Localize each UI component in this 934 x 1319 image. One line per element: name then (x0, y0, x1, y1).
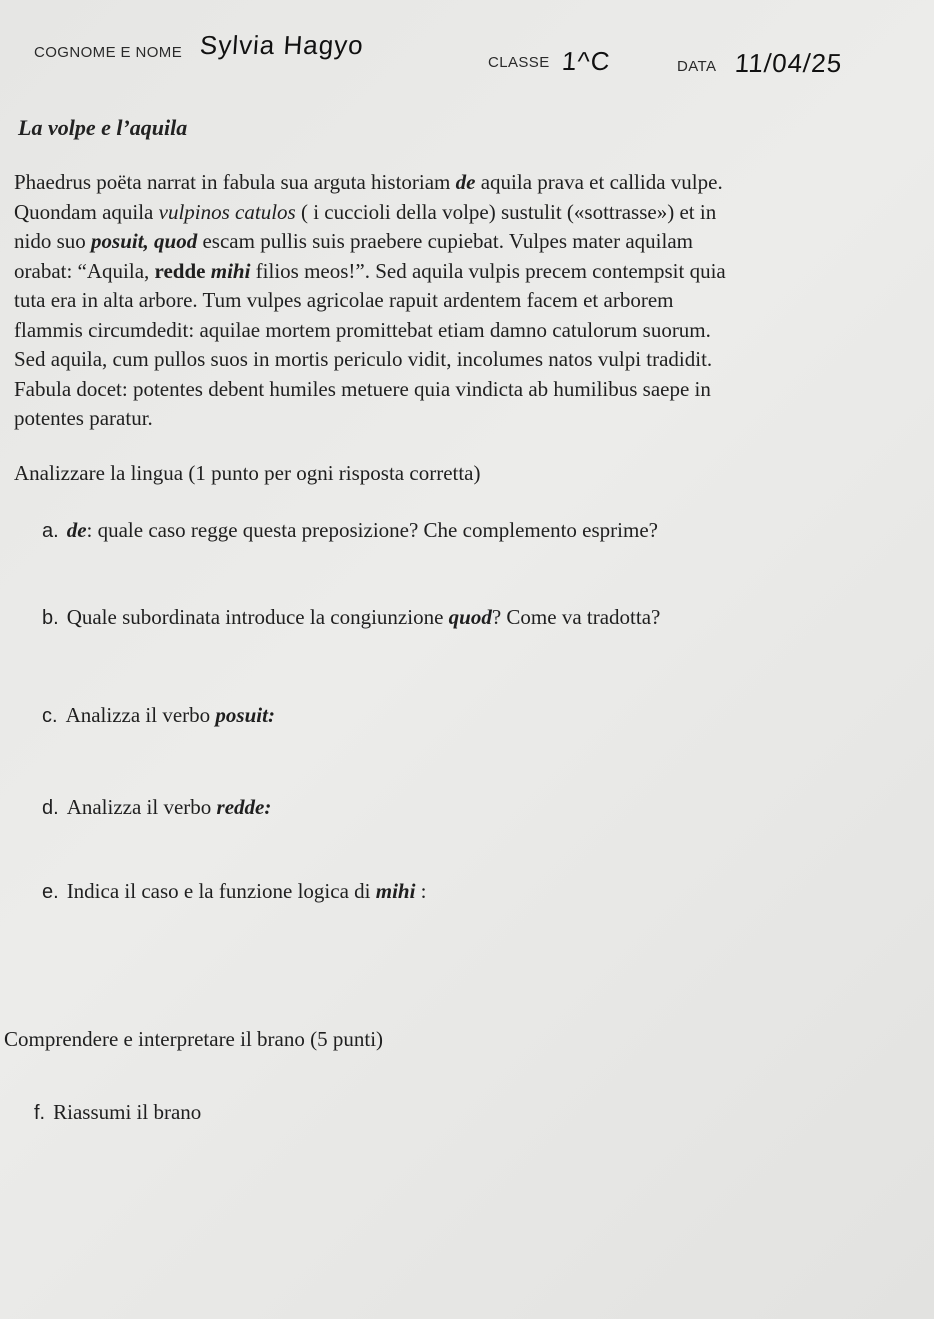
question-b-letter: b. (42, 607, 59, 629)
passage-line-3: nido suo posuit, quod escam pullis suis praebere cupiebat. Vulpes mater aquilam (14, 229, 693, 253)
question-f: f. Riassumi il brano (34, 1100, 202, 1124)
section-comprehension-title: Comprendere e interpretare il brano (5 punti) (4, 1027, 384, 1051)
passage-line-5: tuta era in alta arbore. Tum vulpes agricolae rapuit ardentem facem et arborem (14, 288, 674, 312)
passage-line-7: Sed aquila, cum pullos suos in mortis periculo vidit, incolumes natos vulpi tradidit. (14, 347, 713, 371)
question-c: c. Analizza il verbo posuit: (42, 703, 275, 727)
name-handwritten: Sylvia Hagyo (198, 30, 365, 60)
passage-line-8: Fabula docet: potentes debent humiles metuere quia vindicta ab humilibus saepe in (14, 376, 711, 401)
passage-line-1: Phaedrus poëta narrat in fabula sua arguta historiam de aquila prava et callida vulpe. (14, 170, 723, 194)
passage-line-4: orabat: “Aquila, redde mihi filios meos!”. Sed aquila vulpis precem contempsit quia (14, 258, 726, 283)
question-d: d. Analizza il verbo redde: (42, 795, 272, 819)
question-a-letter: a. (42, 520, 59, 542)
question-c-letter: c. (42, 705, 58, 727)
question-e-letter: e. (42, 881, 59, 903)
page-title: La volpe e l’aquila (18, 115, 188, 140)
class-handwritten: 1^C (560, 46, 612, 76)
passage-line-2: Quondam aquila vulpinos catulos ( i cuccioli della volpe) sustulit («sottrasse») et in (14, 199, 717, 224)
date-handwritten: 11/04/25 (733, 48, 844, 78)
question-f-letter: f. (34, 1102, 46, 1124)
passage-line-6: flammis circumdedit: aquilae mortem promittebat etiam damno catulorum suorum. (14, 317, 711, 342)
class-label: CLASSE (488, 54, 550, 71)
question-d-letter: d. (42, 797, 59, 819)
question-a: a. de: quale caso regge questa preposizione? Che complemento esprime? (42, 518, 658, 542)
question-e: e. Indica il caso e la funzione logica di mihi : (42, 879, 427, 903)
date-label: DATA (677, 58, 717, 75)
name-label: COGNOME E NOME (34, 44, 183, 61)
latin-passage (14, 168, 874, 434)
question-b: b. Quale subordinata introduce la congiunzione quod? Come va tradotta? (42, 605, 661, 629)
passage-line-9: potentes paratur. (14, 406, 153, 430)
section-language-analysis-title: Analizzare la lingua (1 punto per ogni risposta corretta) (14, 461, 481, 485)
